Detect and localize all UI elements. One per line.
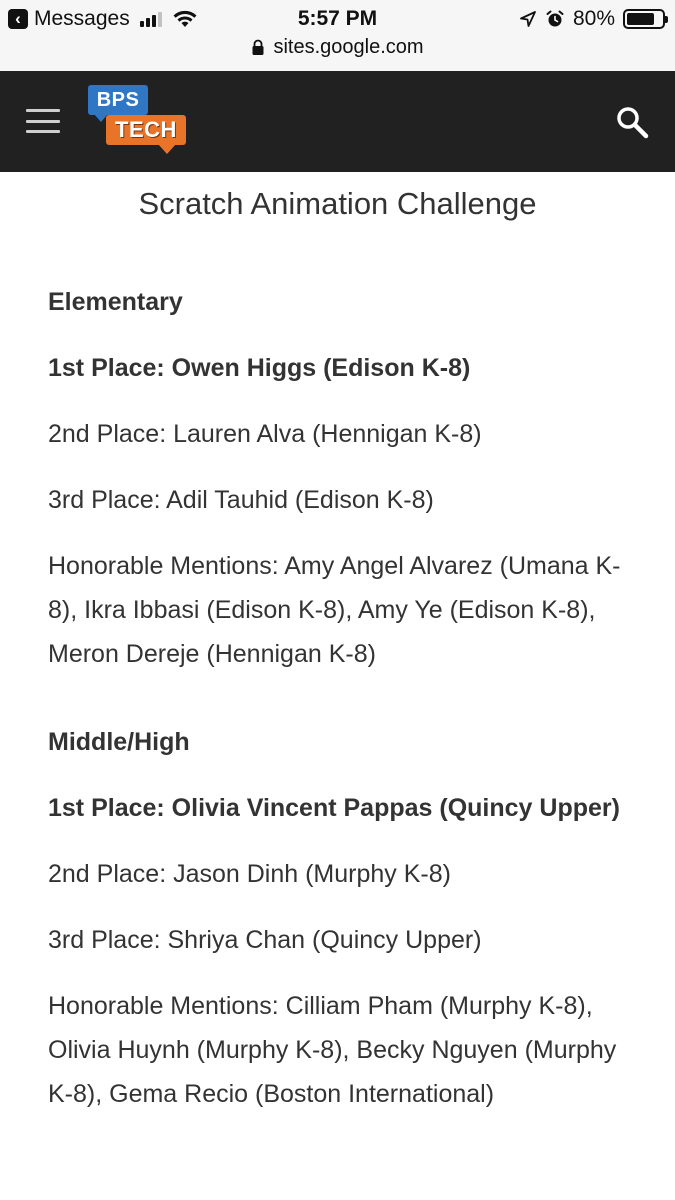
elementary-honorable-mentions: Honorable Mentions: Amy Angel Alvarez (Umana K-8), Ikra Ibbasi (Edison K-8), Amy Ye (Edison K-8), Meron Dereje (Hennigan K-8) (48, 552, 621, 668)
logo-tech-text: TECH (106, 115, 186, 145)
elementary-third-place: 3rd Place: Adil Tauhid (Edison K-8) (48, 486, 434, 514)
back-app-label: Messages (34, 7, 130, 30)
battery-percent: 80% (572, 7, 615, 30)
location-arrow-icon (519, 10, 537, 28)
results-content (48, 280, 638, 1138)
battery-fill (627, 13, 654, 25)
page-title: Scratch Animation Challenge (138, 186, 537, 221)
section-heading-elementary: Elementary (48, 288, 183, 316)
status-right (519, 7, 665, 31)
hamburger-menu-icon[interactable] (26, 109, 60, 133)
site-header (0, 71, 675, 172)
elementary-first-place: 1st Place: Owen Higgs (Edison K-8) (48, 354, 471, 382)
logo-bps-text: BPS (88, 85, 148, 115)
address-bar[interactable] (0, 36, 675, 59)
bps-tech-logo[interactable] (88, 85, 188, 157)
lock-icon (251, 39, 265, 56)
section-heading-middle-high: Middle/High (48, 728, 190, 756)
alarm-icon (545, 9, 565, 29)
search-icon[interactable] (615, 105, 649, 139)
battery-icon (623, 9, 665, 29)
back-chevron-icon: ‹ (8, 9, 28, 29)
middle-high-honorable-mentions: Honorable Mentions: Cilliam Pham (Murphy K-8), Olivia Huynh (Murphy K-8), Becky Nguyen (Murphy K-8), Gema Recio (Boston International) (48, 992, 617, 1108)
status-bar (0, 0, 675, 72)
middle-high-first-place: 1st Place: Olivia Vincent Pappas (Quincy Upper) (48, 794, 620, 822)
elementary-second-place: 2nd Place: Lauren Alva (Hennigan K-8) (48, 420, 482, 448)
url-text: sites.google.com (273, 36, 424, 58)
status-time: 5:57 PM (297, 7, 378, 30)
middle-high-third-place: 3rd Place: Shriya Chan (Quincy Upper) (48, 926, 482, 954)
middle-high-second-place: 2nd Place: Jason Dinh (Murphy K-8) (48, 860, 451, 888)
section-spacer (48, 698, 638, 720)
